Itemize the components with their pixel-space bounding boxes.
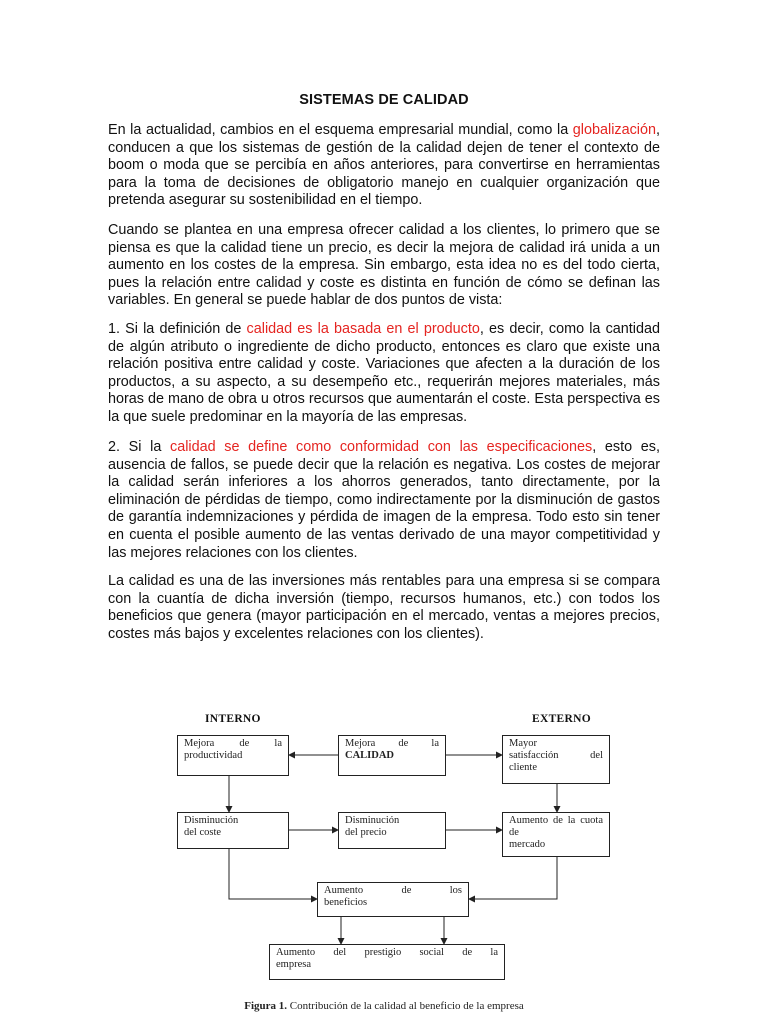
caption-text: Contribución de la calidad al beneficio de la empresa [287,1000,524,1012]
box-text: mercado [509,839,546,850]
box-text: Mayor [509,738,537,749]
box-client-satisfaction [502,735,610,784]
paragraph-text: 1. Si la definición de [108,321,247,337]
box-text: productividad [184,750,243,761]
box-text: satisfacción del [509,750,603,761]
box-text: del coste [184,827,222,838]
paragraph-text: En la actualidad, cambios en el esquema empresarial mundial, como la [108,122,573,138]
box-price-reduction [338,812,446,849]
highlight-conformity-quality: calidad se define como conformidad con las especificaciones [170,439,593,455]
box-social-prestige [269,944,505,980]
label-internal: INTERNO [205,713,261,725]
box-text: Aumento del prestigio social de la [276,947,498,958]
highlight-product-quality: calidad es la basada en el producto [246,321,480,337]
paragraph-text: 2. Si la [108,439,170,455]
paragraph-quality-cost: Cuando se plantea en una empresa ofrecer calidad a los clientes, lo primero que se piensa es que la calidad tiene un precio, es decir la mejora de calidad irá unida a un aumento en los costes de la empresa. Sin embargo, esta idea no es del todo cierta, pues la relación entre calidad y coste es distinta en función de cómo se definan las variables. En general se puede hablar de dos puntos de vista: [108,222,660,309]
box-quality [338,735,446,776]
box-cost-reduction [177,812,289,849]
paragraph-conclusion: La calidad es una de las inversiones más rentables para una empresa si se compara con la cuantía de dicha inversión (tiempo, recursos humanos, etc.) con todos los beneficios que genera (mayor participación en el mercado, ventas a mejores precios, costes más bajos y excelentes relaciones con los clientes). [108,573,660,642]
paragraph-text: , esto es, ausencia de fallos, se puede decir que la relación es negativa. Los costes de mejorar la calidad serán inferiores a los ahorros generados, tanto directamente, por la eliminación de pérdidas de tiempo, como indirectamente por la disminución de gastos de garantía indemnizaciones y pérdida de imagen de la empresa. Todo esto sin tener en cuenta el posible aumento de las ventas derivado de una mayor competitividad y las mejores relaciones con los clientes. [108,439,660,561]
box-market-share [502,812,610,857]
caption-label: Figura 1. [244,1000,288,1012]
box-text: Mejora de la [345,738,439,749]
paragraph-text: , es decir, como la cantidad de algún atributo o ingrediente de dicho producto, entonces es claro que existe una relación positiva entre calidad y coste. Variaciones que afecten a la duración de los productos, a su aspecto, a su desempeño etc., requerirán mejores materiales, más horas de mano de obra u otros recursos que aumentarán el coste. Esta perspectiva es la que suele predominar en la mayoría de las empresas. [108,321,660,425]
box-profit-increase [317,882,469,917]
box-text: CALIDAD [345,750,395,761]
paragraph-text: , conducen a que los sistemas de gestión de la calidad dejen de tener el contexto de boom o moda que se percibía en años anteriores, para convertirse en herramientas para la toma de decisiones de obligatorio manejo en cualquier organización que pretenda asegurar su sostenibilidad en el tiempo. [108,122,660,209]
page-title: SISTEMAS DE CALIDAD [299,92,469,108]
box-text: Aumento de los [324,885,462,896]
box-text: cliente [509,762,537,773]
box-text: empresa [276,959,311,970]
box-text: Aumento de la [509,815,576,826]
label-external: EXTERNO [532,713,591,725]
arrow-market-to-profit [469,857,557,899]
box-text: Disminución [345,815,400,826]
box-text: Mejora de la [184,738,282,749]
box-text: del precio [345,827,387,838]
arrow-cost-to-profit [229,849,317,899]
figure-caption [0,1000,768,1012]
box-text: cuota de [509,815,603,838]
box-text: Disminución [184,815,239,826]
box-productivity [177,735,289,776]
highlight-globalizacion: globalización [572,122,656,138]
box-text: beneficios [324,897,368,908]
